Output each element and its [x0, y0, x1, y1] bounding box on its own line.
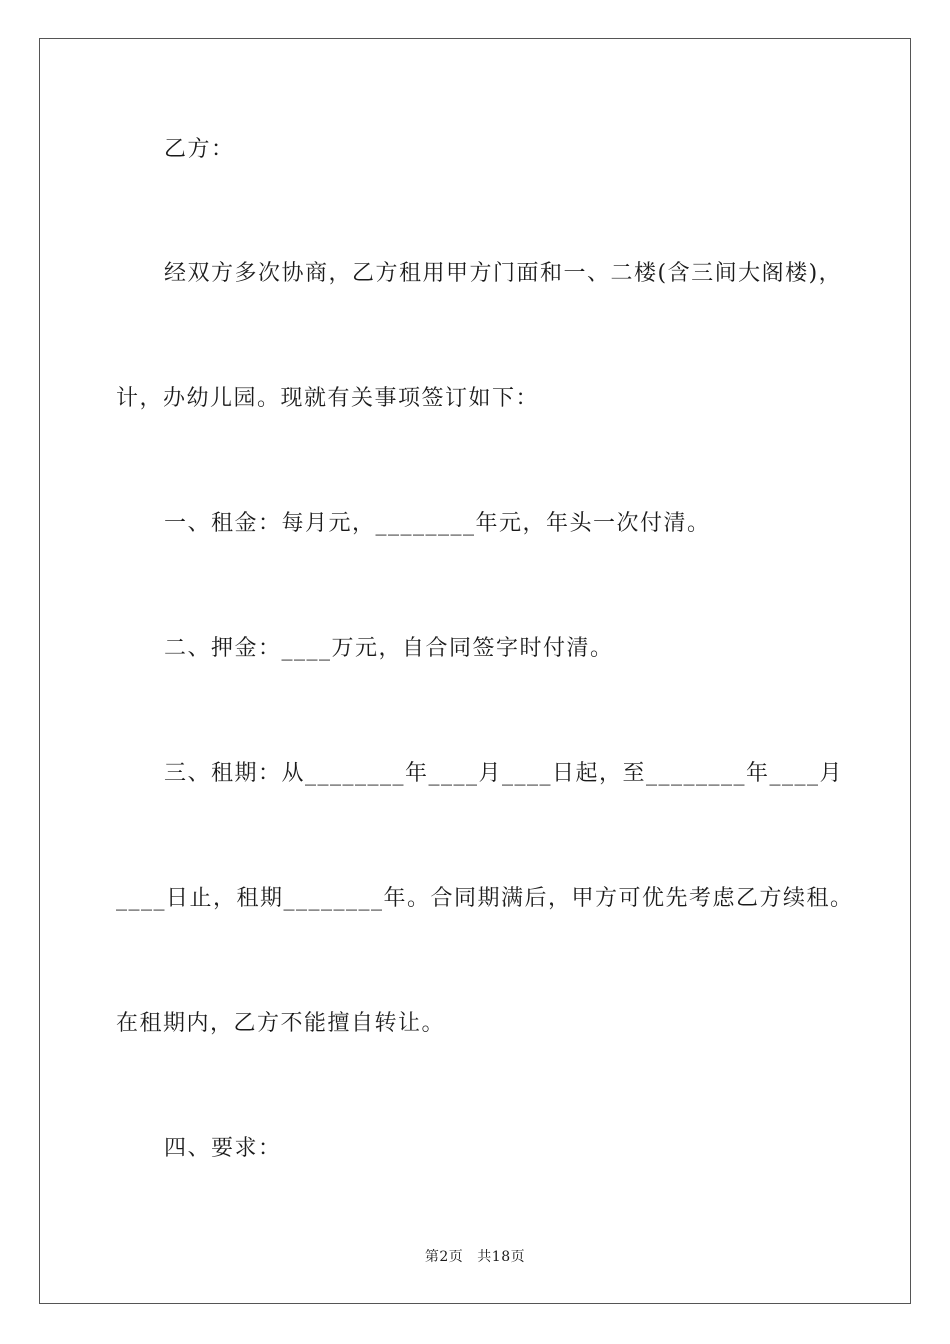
clause-requirements: 四、要求：: [164, 1136, 282, 1161]
clause-deposit: 二、押金：____万元，自合同签字时付清。: [164, 636, 614, 661]
clause-rent: 一、租金：每月元，________年元，年头一次付清。: [164, 511, 711, 536]
page-footer: [0, 1247, 950, 1267]
page-number-total: 共18页: [477, 1249, 526, 1265]
clause-term-line-2: ____日止，租期________年。合同期满后，甲方可优先考虑乙方续租。: [116, 886, 854, 911]
paragraph-intro-line-1: 经双方多次协商，乙方租用甲方门面和一、二楼(含三间大阁楼)，: [164, 261, 843, 286]
page-border: [39, 38, 911, 1304]
clause-term-line-1: 三、租期：从________年____月____日起，至________年____月: [164, 761, 844, 786]
paragraph-intro-line-2: 计，办幼儿园。现就有关事项签订如下：: [116, 386, 540, 411]
page-number-current: 第2页: [424, 1249, 464, 1265]
party-b-label: 乙方：: [164, 137, 235, 162]
clause-term-line-3: 在租期内，乙方不能擅自转让。: [116, 1011, 446, 1036]
